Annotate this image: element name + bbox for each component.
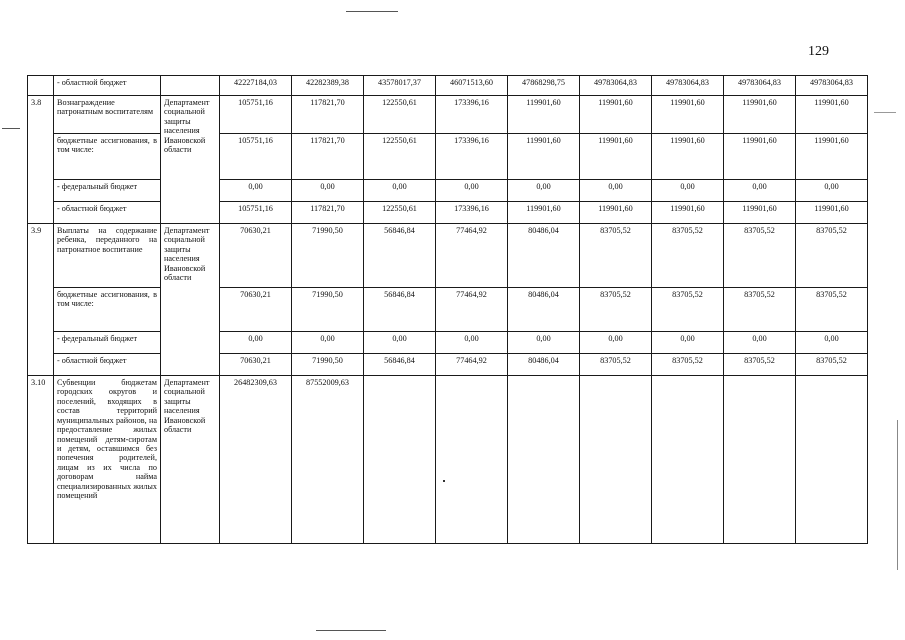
value-cell: 0,00	[436, 180, 508, 202]
row-label: - областной бюджет	[54, 354, 161, 376]
section-index: 3.10	[28, 376, 54, 544]
value-cell: 77464,92	[436, 224, 508, 288]
value-cell: 0,00	[508, 332, 580, 354]
value-cell: 46071513,60	[436, 76, 508, 96]
value-cell: 117821,70	[292, 96, 364, 134]
row-label: - федеральный бюджет	[54, 332, 161, 354]
value-cell: 0,00	[364, 332, 436, 354]
value-cell: 83705,52	[652, 354, 724, 376]
value-cell: 119901,60	[508, 134, 580, 180]
value-cell: 83705,52	[580, 224, 652, 288]
value-cell: 119901,60	[652, 202, 724, 224]
value-cell: 83705,52	[796, 288, 868, 332]
value-cell: 0,00	[580, 180, 652, 202]
value-cell: 173396,16	[436, 96, 508, 134]
value-cell: 122550,61	[364, 96, 436, 134]
value-cell: 70630,21	[220, 354, 292, 376]
value-cell	[580, 376, 652, 544]
value-cell: 117821,70	[292, 134, 364, 180]
value-cell: 83705,52	[724, 288, 796, 332]
value-cell: 105751,16	[220, 134, 292, 180]
value-cell: 0,00	[364, 180, 436, 202]
row-label: - федеральный бюджет	[54, 180, 161, 202]
value-cell: 83705,52	[580, 354, 652, 376]
scan-mark-right-horizontal	[874, 112, 896, 113]
row-label: Субвенции бюджетам городских округов и поселений, входящих в состав территорий муниципальных районов, на предоставление жилых помещений детям-сиротам и детям, оставшимся без попечения родителей, лицам из их числа по договорам найма специализированных жилых помещений	[54, 376, 161, 544]
value-cell: 71990,50	[292, 224, 364, 288]
value-cell: 173396,16	[436, 202, 508, 224]
value-cell: 105751,16	[220, 202, 292, 224]
value-cell	[652, 376, 724, 544]
value-cell: 83705,52	[724, 354, 796, 376]
value-cell: 77464,92	[436, 354, 508, 376]
value-cell: 119901,60	[652, 134, 724, 180]
scan-mark-bottom	[316, 630, 386, 631]
value-cell: 122550,61	[364, 134, 436, 180]
value-cell: 119901,60	[508, 202, 580, 224]
value-cell: 0,00	[292, 180, 364, 202]
index-cell	[28, 76, 54, 96]
table-row	[28, 180, 868, 202]
value-cell: 71990,50	[292, 288, 364, 332]
scan-mark-right-vertical	[897, 420, 898, 570]
value-cell: 0,00	[796, 332, 868, 354]
value-cell: 0,00	[724, 332, 796, 354]
value-cell: 47868298,75	[508, 76, 580, 96]
row-label: Выплаты на содержание ребенка, переданного на патронатное воспитание	[54, 224, 161, 288]
value-cell: 119901,60	[580, 96, 652, 134]
value-cell	[436, 376, 508, 544]
value-cell: 0,00	[796, 180, 868, 202]
value-cell: 71990,50	[292, 354, 364, 376]
value-cell: 119901,60	[796, 96, 868, 134]
row-label: - областной бюджет	[54, 76, 161, 96]
table-row	[28, 202, 868, 224]
section-index: 3.8	[28, 96, 54, 224]
table-row	[28, 134, 868, 180]
value-cell: 0,00	[580, 332, 652, 354]
value-cell: 83705,52	[652, 224, 724, 288]
table-row	[28, 76, 868, 96]
value-cell: 119901,60	[724, 96, 796, 134]
value-cell: 119901,60	[580, 202, 652, 224]
value-cell: 0,00	[508, 180, 580, 202]
value-cell	[364, 376, 436, 544]
row-label: Вознаграждение патронатным воспитателям	[54, 96, 161, 134]
value-cell: 42282389,38	[292, 76, 364, 96]
value-cell: 83705,52	[580, 288, 652, 332]
value-cell: 83705,52	[796, 354, 868, 376]
value-cell: 0,00	[220, 332, 292, 354]
value-cell	[796, 376, 868, 544]
value-cell: 119901,60	[796, 134, 868, 180]
table-row	[28, 288, 868, 332]
value-cell: 42227184,03	[220, 76, 292, 96]
value-cell: 0,00	[652, 332, 724, 354]
value-cell: 0,00	[724, 180, 796, 202]
value-cell: 70630,21	[220, 224, 292, 288]
value-cell	[724, 376, 796, 544]
value-cell: 117821,70	[292, 202, 364, 224]
value-cell: 83705,52	[796, 224, 868, 288]
value-cell: 0,00	[436, 332, 508, 354]
value-cell: 56846,84	[364, 224, 436, 288]
value-cell: 87552009,63	[292, 376, 364, 544]
value-cell: 49783064,83	[724, 76, 796, 96]
value-cell: 70630,21	[220, 288, 292, 332]
value-cell: 119901,60	[652, 96, 724, 134]
department-cell: Департамент социальной защиты населения Ивановской области	[161, 96, 220, 224]
value-cell: 119901,60	[724, 134, 796, 180]
budget-table	[27, 75, 868, 544]
value-cell: 49783064,83	[652, 76, 724, 96]
value-cell: 0,00	[220, 180, 292, 202]
value-cell: 80486,04	[508, 288, 580, 332]
section-index: 3.9	[28, 224, 54, 376]
value-cell: 0,00	[292, 332, 364, 354]
scan-mark-left	[2, 128, 20, 129]
value-cell: 49783064,83	[796, 76, 868, 96]
value-cell: 105751,16	[220, 96, 292, 134]
value-cell	[508, 376, 580, 544]
value-cell: 56846,84	[364, 288, 436, 332]
department-cell: Департамент социальной защиты населения Ивановской области	[161, 376, 220, 544]
department-cell	[161, 76, 220, 96]
table-row	[28, 332, 868, 354]
table-row	[28, 96, 868, 134]
value-cell: 80486,04	[508, 224, 580, 288]
row-label: бюджетные ассигнования, в том числе:	[54, 288, 161, 332]
value-cell: 80486,04	[508, 354, 580, 376]
value-cell: 122550,61	[364, 202, 436, 224]
value-cell: 173396,16	[436, 134, 508, 180]
value-cell: 83705,52	[652, 288, 724, 332]
value-cell: 56846,84	[364, 354, 436, 376]
table-row	[28, 376, 868, 544]
value-cell: 83705,52	[724, 224, 796, 288]
value-cell: 49783064,83	[580, 76, 652, 96]
scan-mark-top	[346, 11, 398, 12]
department-cell: Департамент социальной защиты населения Ивановской области	[161, 224, 220, 376]
value-cell: 119901,60	[508, 96, 580, 134]
value-cell: 26482309,63	[220, 376, 292, 544]
table-row	[28, 354, 868, 376]
value-cell: 43578017,37	[364, 76, 436, 96]
value-cell: 119901,60	[580, 134, 652, 180]
row-label: бюджетные ассигнования, в том числе:	[54, 134, 161, 180]
value-cell: 119901,60	[796, 202, 868, 224]
page-number: 129	[808, 44, 829, 59]
value-cell: 77464,92	[436, 288, 508, 332]
value-cell: 0,00	[652, 180, 724, 202]
value-cell: 119901,60	[724, 202, 796, 224]
row-label: - областной бюджет	[54, 202, 161, 224]
table-row	[28, 224, 868, 288]
